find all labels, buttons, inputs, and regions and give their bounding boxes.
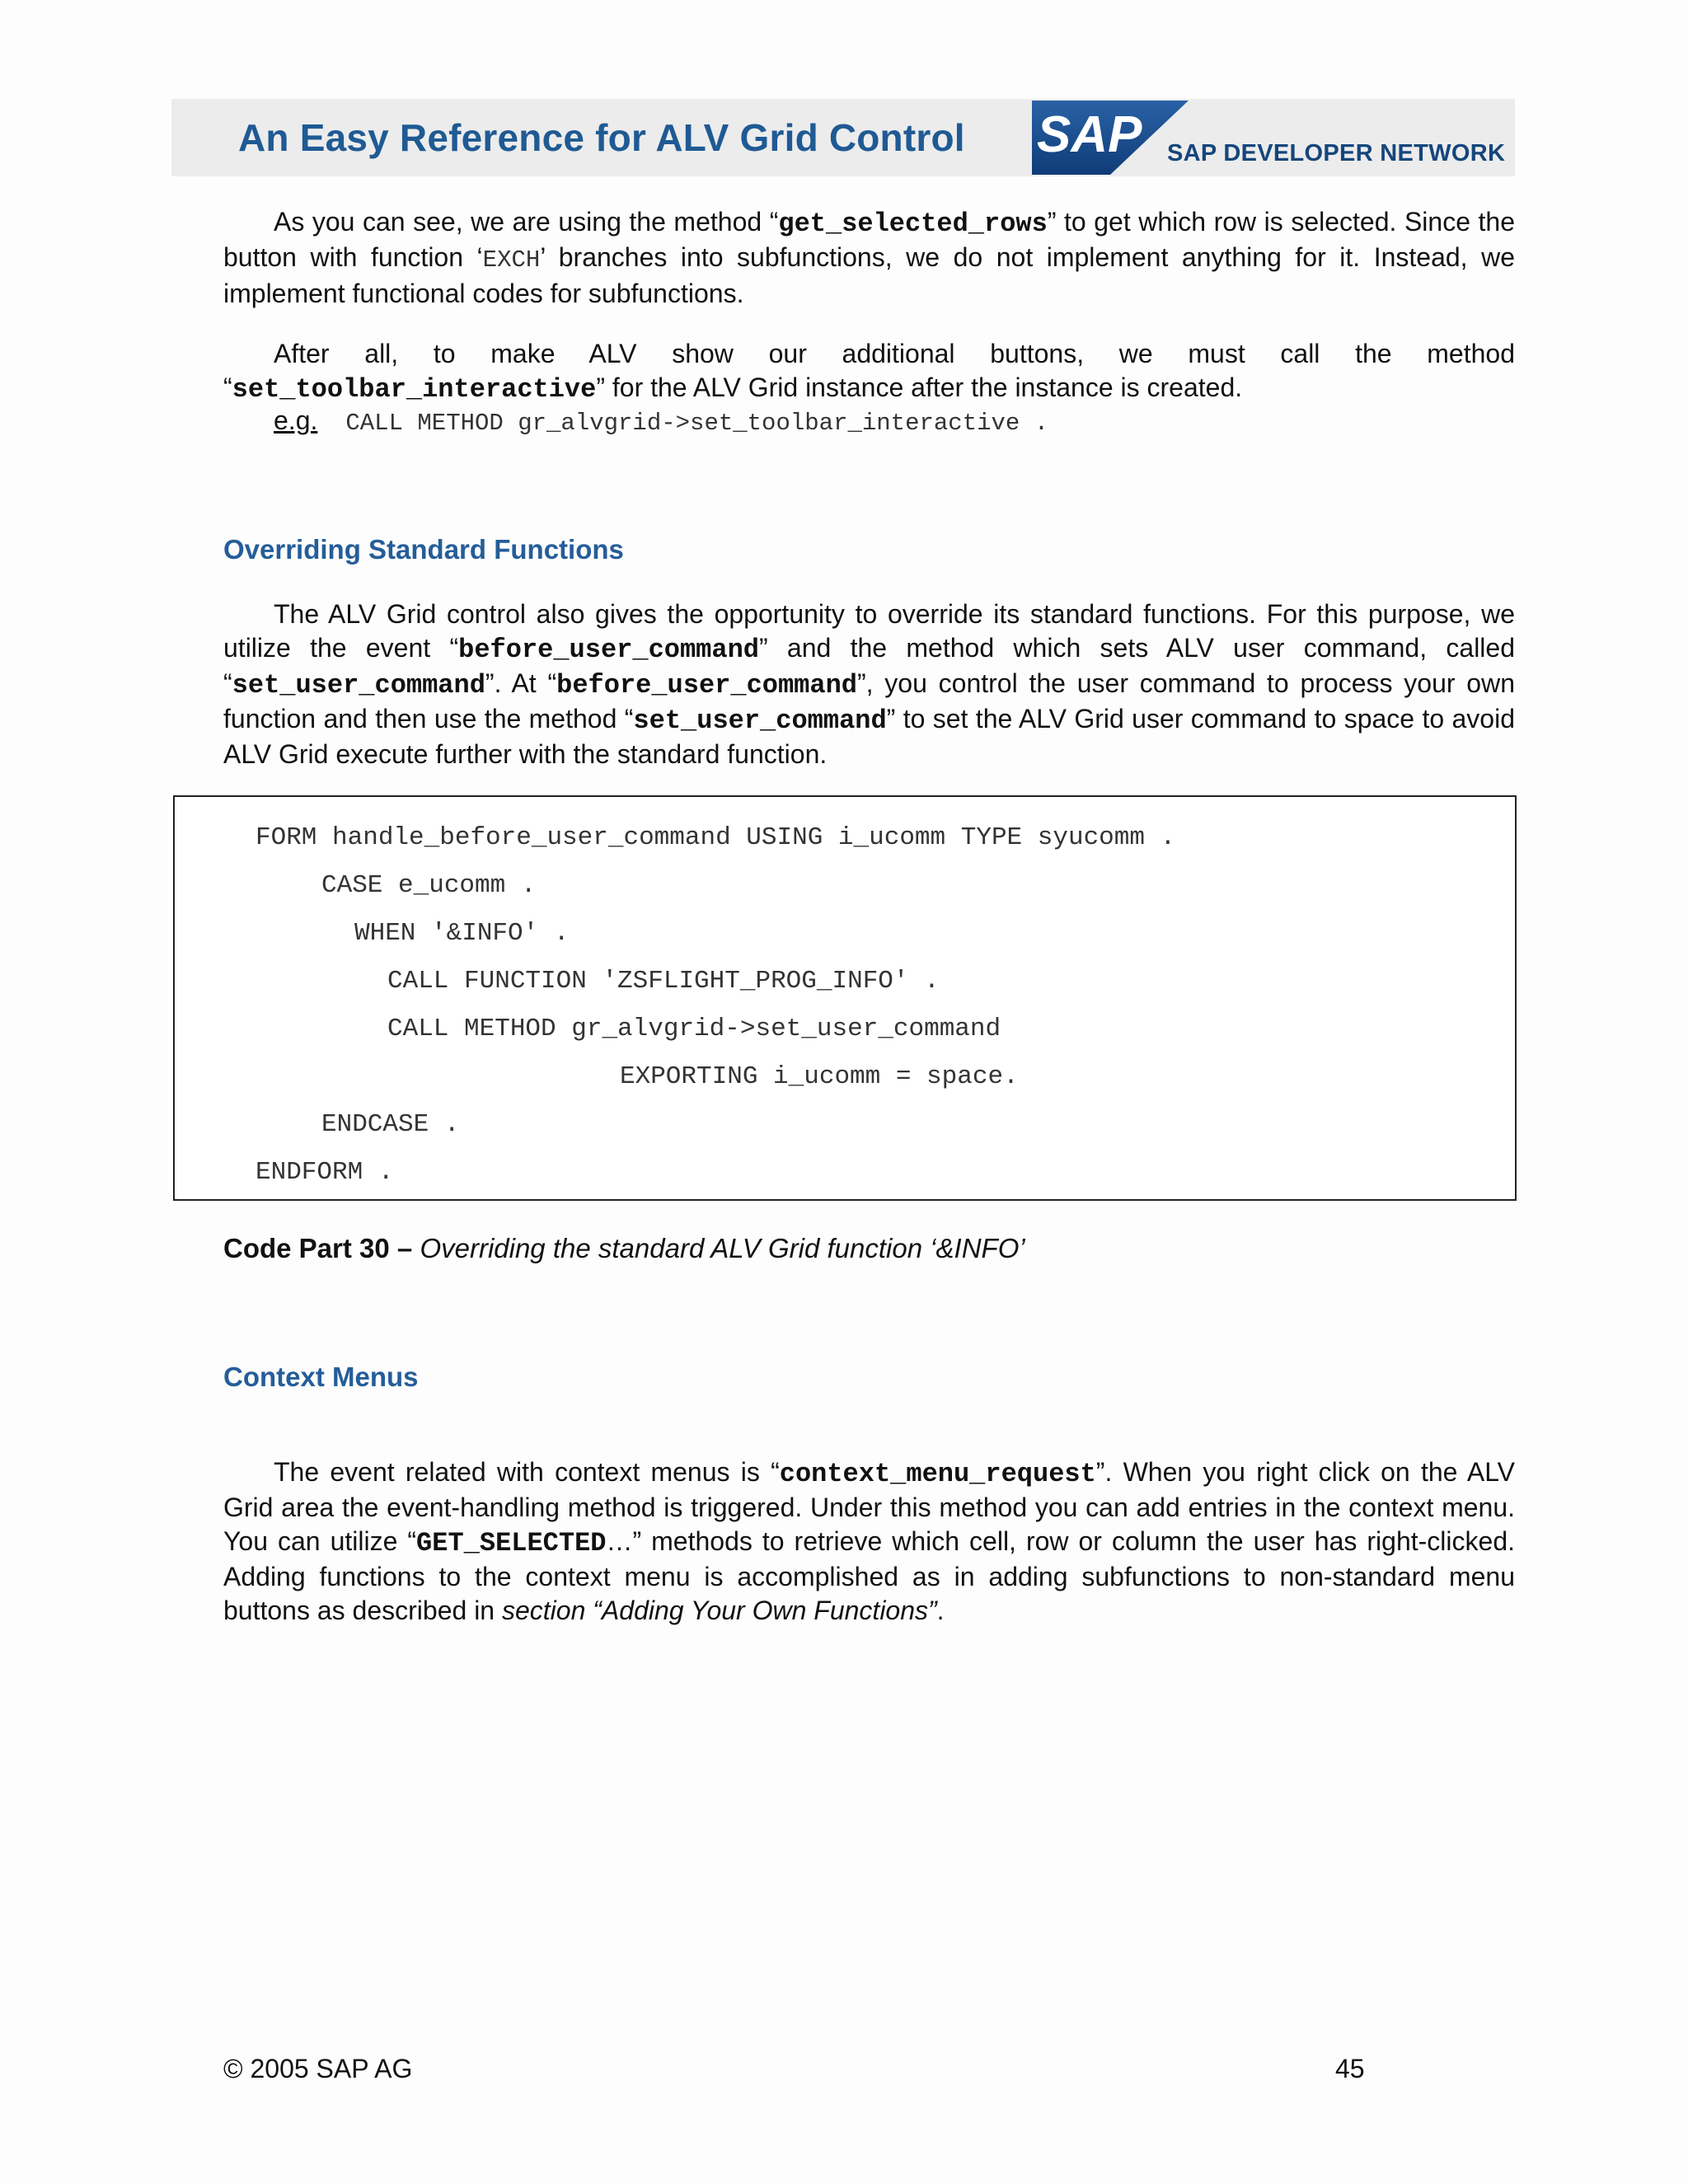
- code-line: ENDCASE .: [321, 1110, 460, 1139]
- paragraph-selected-rows: As you can see, we are using the method “get_selected_rows” to get which row is selected. Since the button with function ‘EXCH’ branches into subfunctions, we do not implement anything for it. Instead, we implement functional codes for subfunctions.: [223, 207, 1516, 308]
- section-heading-overriding: Overriding Standard Functions: [223, 534, 624, 565]
- example-code: CALL METHOD gr_alvgrid->set_toolbar_interactive .: [345, 410, 1049, 437]
- example-line: [274, 405, 1048, 437]
- sap-logo-text: SAP: [1037, 106, 1142, 163]
- footer-copyright: © 2005 SAP AG: [223, 2054, 413, 2083]
- code-line: FORM handle_before_user_command USING i_ucomm TYPE syucomm .: [256, 823, 1176, 852]
- code-line: CALL FUNCTION 'ZSFLIGHT_PROG_INFO' .: [387, 967, 940, 996]
- code-line: CASE e_ucomm .: [321, 871, 537, 900]
- code-line: EXPORTING i_ucomm = space.: [620, 1062, 1019, 1091]
- code-line: WHEN '&INFO' .: [354, 919, 570, 948]
- document-title: An Easy Reference for ALV Grid Control: [238, 116, 965, 159]
- code-line: ENDFORM .: [256, 1158, 394, 1187]
- code-caption: Code Part 30 – Overriding the standard ALV Grid function ‘&INFO’: [223, 1233, 1025, 1263]
- section-heading-context-menus: Context Menus: [223, 1361, 419, 1392]
- paragraph-overriding: The ALV Grid control also gives the opportunity to override its standard functions. For this purpose, we utilize the event “before_user_command” and the method which sets ALV user command, called “set_user_command”. At “before_user_command”, you control the user command to process your own function and then use the method “set_user_command” to set the ALV Grid user command to space to avoid ALV Grid execute further with the standard function.: [223, 599, 1516, 769]
- paragraph-toolbar-interactive: After all, to make ALV show our additional buttons, we must call the method “set_toolbar_interactive” for the ALV Grid instance after the instance is created.: [223, 339, 1515, 405]
- code-line: CALL METHOD gr_alvgrid->set_user_command: [387, 1015, 1001, 1043]
- example-label: e.g.: [274, 405, 318, 435]
- paragraph-context-menus: The event related with context menus is “context_menu_request”. When you right click on the ALV Grid area the event-handling method is triggered. Under this method you can add entries in the context menu. You can utilize “GET_SELECTED…” methods to retrieve which cell, row or column the user has right-clicked. Adding functions to the context menu is accomplished as in adding subfunctions to non-standard menu buttons as described in section “Adding Your Own Functions”.: [223, 1457, 1516, 1625]
- sap-logo: [1032, 101, 1189, 175]
- code-block: [173, 795, 1517, 1201]
- page-number: 45: [1335, 2054, 1365, 2083]
- developer-network-text: SAP DEVELOPER NETWORK: [1167, 140, 1506, 166]
